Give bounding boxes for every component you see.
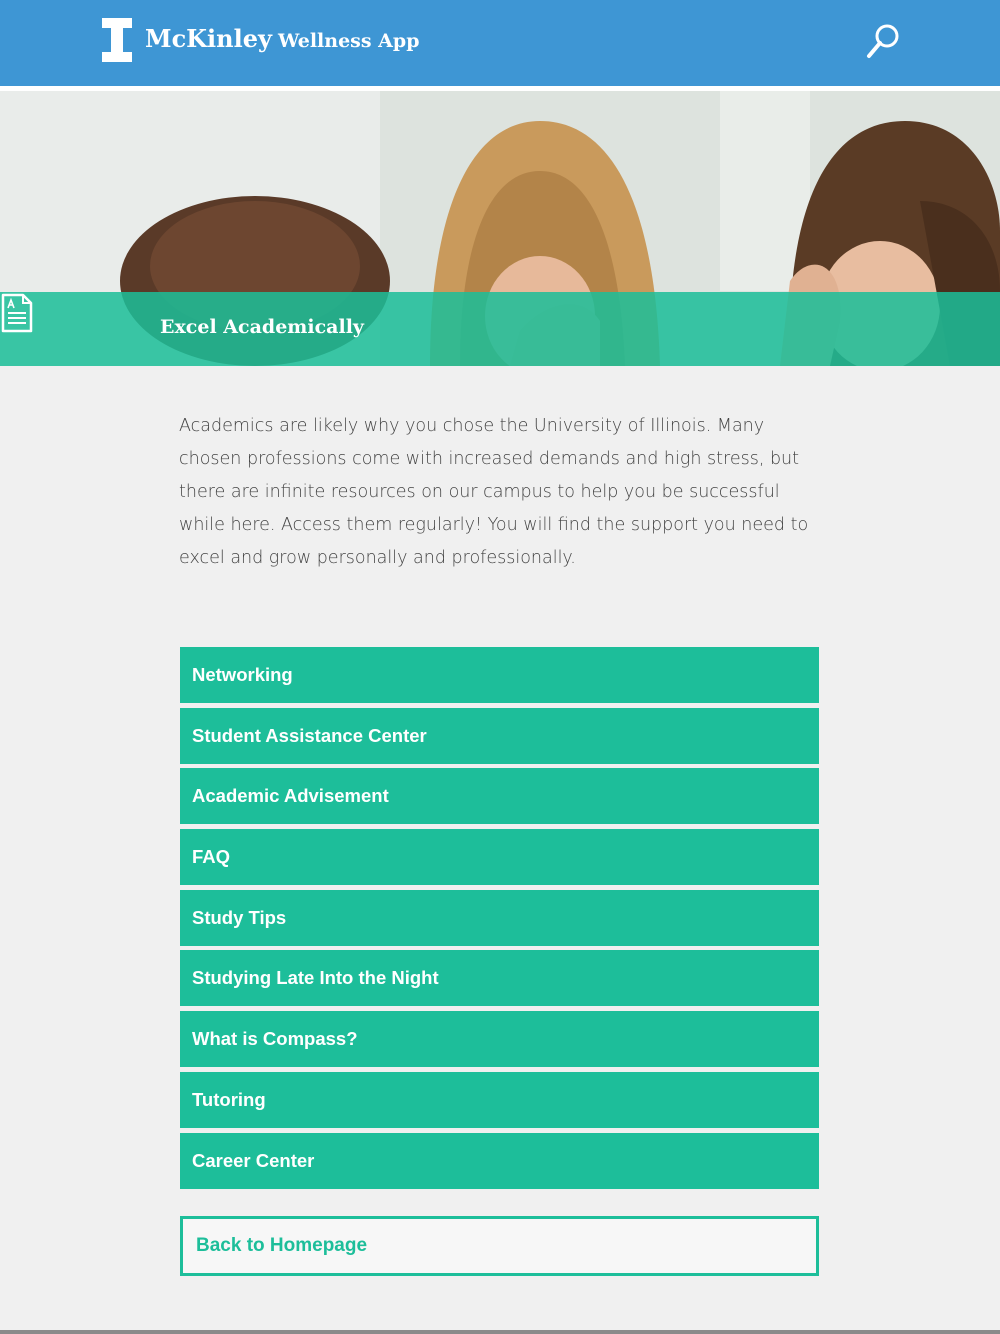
document-icon bbox=[0, 292, 34, 334]
resource-links-list bbox=[180, 647, 819, 1193]
link-career-center[interactable]: Career Center bbox=[180, 1133, 819, 1189]
brand-sub-text: Wellness App bbox=[277, 30, 420, 52]
link-academic-advisement[interactable]: Academic Advisement bbox=[180, 768, 819, 824]
link-study-tips[interactable]: Study Tips bbox=[180, 890, 819, 946]
link-what-is-compass[interactable]: What is Compass? bbox=[180, 1011, 819, 1067]
hero-banner bbox=[0, 91, 1000, 366]
search-icon[interactable] bbox=[866, 22, 902, 60]
link-tutoring[interactable]: Tutoring bbox=[180, 1072, 819, 1128]
page-title: Excel Academically bbox=[160, 316, 364, 338]
brand-main-text: McKinley bbox=[145, 24, 272, 53]
link-networking[interactable]: Networking bbox=[180, 647, 819, 703]
hero-title-band bbox=[0, 292, 1000, 366]
intro-paragraph: Academics are likely why you chose the University of Illinois. Many chosen professions come with increased demands and high stress, but there are infinite resources on our campus to help you be successful while here. Access them regularly! You will find the support you need to excel and grow personally and professionally. bbox=[179, 416, 809, 568]
link-studying-late-into-the-night[interactable]: Studying Late Into the Night bbox=[180, 950, 819, 1006]
link-student-assistance-center[interactable]: Student Assistance Center bbox=[180, 708, 819, 764]
app-header bbox=[0, 0, 1000, 86]
app-brand[interactable] bbox=[145, 24, 419, 53]
link-faq[interactable]: FAQ bbox=[180, 829, 819, 885]
university-i-logo[interactable] bbox=[102, 18, 132, 62]
bottom-divider bbox=[0, 1330, 1000, 1334]
back-to-homepage-button[interactable]: Back to Homepage bbox=[180, 1216, 819, 1276]
